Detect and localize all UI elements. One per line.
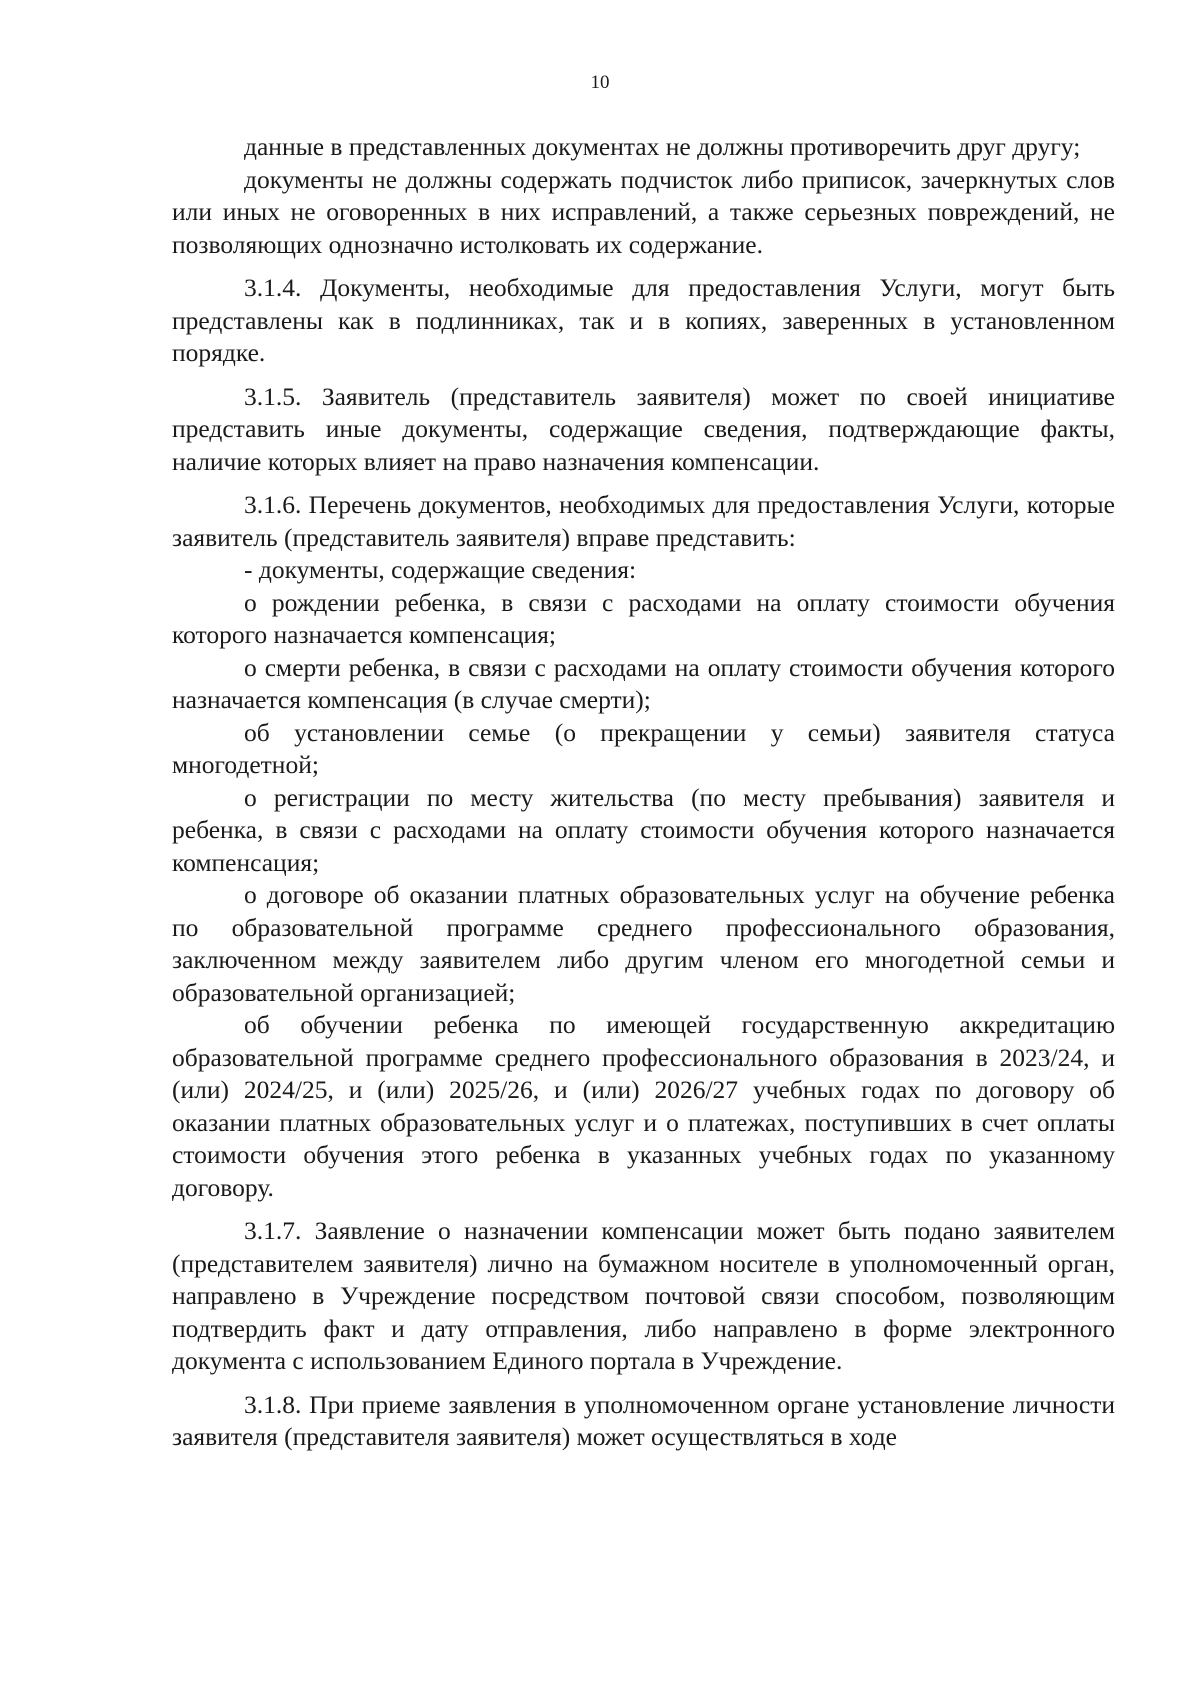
list-item-contract: о договоре об оказании платных образовательных услуг на обучение ребенка по образовательной программе среднего профессионального образования, заключенном между заявителем либо другим членом его многодетной семьи и образовательной организацией;: [172, 880, 1115, 1007]
paragraph-3-1-8: 3.1.8. При приеме заявления в уполномоченном органе установление личности заявителя (представителя заявителя) может осуществляться в ходе: [172, 1389, 1115, 1451]
list-item-death: о смерти ребенка, в связи с расходами на оплату стоимости обучения которого назначается компенсация (в случае смерти);: [172, 652, 1115, 714]
document-body: [172, 131, 1115, 1454]
paragraph-data-consistency: данные в представленных документах не должны противоречить друг другу;: [244, 132, 1081, 161]
paragraph-no-corrections: документы не должны содержать подчисток либо приписок, зачеркнутых слов или иных не оговоренных в них исправлений, а также серьезных повреждений, не позволяющих однозначно истолковать их содержание.: [172, 164, 1115, 259]
list-item-registration: о регистрации по месту жительства (по месту пребывания) заявителя и ребенка, в связи с расходами на оплату стоимости обучения которого назначается компенсация;: [172, 782, 1115, 877]
paragraph-3-1-4: 3.1.4. Документы, необходимые для предоставления Услуги, могут быть представлены как в подлинниках, так и в копиях, заверенных в установленном порядке.: [172, 273, 1115, 367]
paragraph-3-1-5: 3.1.5. Заявитель (представитель заявителя) может по своей инициативе представить иные документы, содержащие сведения, подтверждающие факты, наличие которых влияет на право назначения компенсации.: [172, 381, 1115, 476]
list-intro-documents: - документы, содержащие сведения:: [244, 555, 637, 584]
paragraph-3-1-6: 3.1.6. Перечень документов, необходимых для предоставления Услуги, которые заявитель (представитель заявителя) вправе представить:: [172, 490, 1115, 552]
list-item-large-family-status: об установлении семье (о прекращении у семьи) заявителя статуса многодетной;: [172, 717, 1115, 779]
page-number: 10: [590, 72, 610, 93]
list-item-education: об обучении ребенка по имеющей государственную аккредитацию образовательной программе среднего профессионального образования в 2023/24, и (или) 2024/25, и (или) 2025/26, и (или) 2026/27 учебных годах по договору об оказании платных образовательных услуг и о платежах, поступивших в счет оплаты стоимости обучения этого ребенка в указанных учебных годах по указанному договору.: [172, 1010, 1115, 1202]
paragraph-3-1-7: 3.1.7. Заявление о назначении компенсации может быть подано заявителем (представителем заявителя) лично на бумажном носителе в уполномоченный орган, направлено в Учреждение посредством почтовой связи способом, позволяющим подтвердить факт и дату отправления, либо направлено в форме электронного документа с использованием Единого портала в Учреждение.: [172, 1216, 1115, 1375]
list-item-birth: о рождении ребенка, в связи с расходами на оплату стоимости обучения которого назначается компенсация;: [172, 587, 1115, 649]
